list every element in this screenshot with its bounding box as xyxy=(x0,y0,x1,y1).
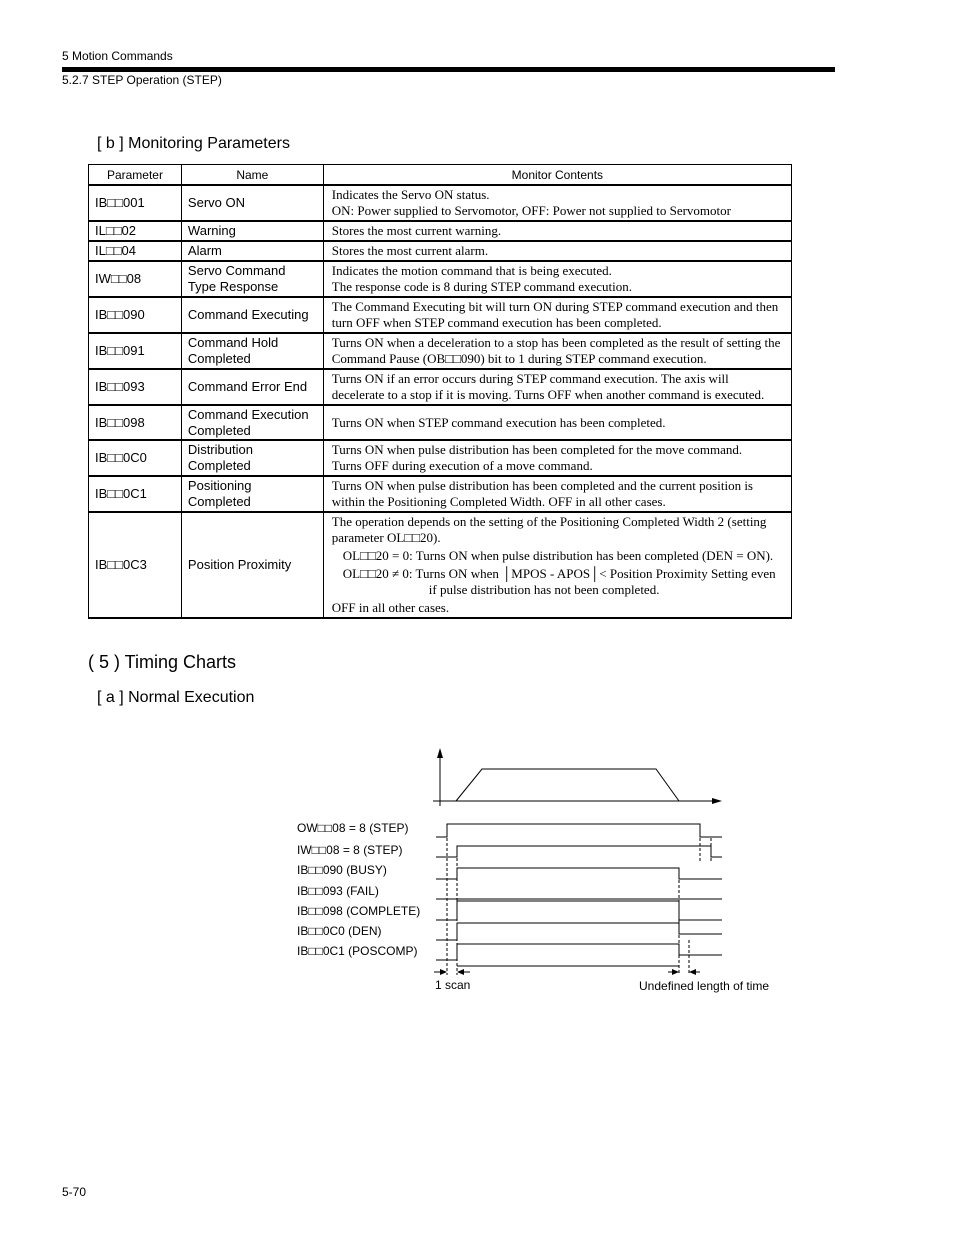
signal-label-iw08: IW□□08 = 8 (STEP) xyxy=(297,843,403,857)
parameter-cell: IB□□093 xyxy=(89,369,182,405)
monitoring-heading: [ b ] Monitoring Parameters xyxy=(97,135,290,152)
name-line: Alarm xyxy=(187,243,222,258)
signal-ow08-waveform xyxy=(436,824,722,837)
undefined-arrow-left-head xyxy=(672,969,679,975)
speed-axis-y-arrow xyxy=(437,748,443,758)
contents-line: within the Positioning Completed Width. OFF in all other cases. xyxy=(331,494,666,509)
column-header-parameter: Parameter xyxy=(89,165,182,186)
name-line: Completed xyxy=(187,458,251,473)
contents-line: if pulse distribution has not been completed. xyxy=(428,582,660,597)
name-line: Warning xyxy=(187,223,236,238)
name-line: Command Executing xyxy=(187,307,309,322)
name-line: Type Response xyxy=(187,279,279,294)
contents-line: Turns OFF during execution of a move command. xyxy=(331,458,593,473)
parameter-cell: IW□□08 xyxy=(89,261,182,297)
contents-line: Indicates the Servo ON status. xyxy=(331,187,490,202)
contents-line: OFF in all other cases. xyxy=(331,600,450,615)
contents-line: Stores the most current warning. xyxy=(331,223,502,238)
contents-line: parameter OL□□20). xyxy=(331,530,441,545)
scan-arrow-left-head xyxy=(440,969,447,975)
signal-label-poscomp: IB□□0C1 (POSCOMP) xyxy=(297,944,418,958)
timing-charts-heading: ( 5 ) Timing Charts xyxy=(88,652,237,672)
contents-line: The response code is 8 during STEP command execution. xyxy=(331,279,633,294)
column-header-name: Name xyxy=(181,165,323,186)
name-line: Command Hold xyxy=(187,335,279,350)
contents-line: Turns ON when pulse distribution has been completed for the move command. xyxy=(331,442,743,457)
contents-line: Stores the most current alarm. xyxy=(331,243,489,258)
parameter-cell: IL□□04 xyxy=(89,241,182,261)
parameter-cell: IB□□0C0 xyxy=(89,440,182,476)
contents-line: ON: Power supplied to Servomotor, OFF: Power not supplied to Servomotor xyxy=(331,203,731,218)
contents-line: decelerate to a stop if it is moving. Turns OFF when another command is executed. xyxy=(331,387,765,402)
contents-line: Indicates the motion command that is being executed. xyxy=(331,263,612,278)
contents-line: Turns ON when pulse distribution has been completed and the current position is xyxy=(331,478,753,493)
chapter-header: 5 Motion Commands xyxy=(62,49,173,63)
name-line: Command Execution xyxy=(187,406,309,422)
name-line: Completed xyxy=(187,351,251,366)
name-line: Servo ON xyxy=(187,195,245,210)
parameter-cell: IL□□02 xyxy=(89,221,182,241)
parameter-cell: IB□□001 xyxy=(89,185,182,221)
name-line: Completed xyxy=(187,494,251,509)
scan-arrow-right-head xyxy=(457,969,464,975)
signal-label-ow08: OW□□08 = 8 (STEP) xyxy=(297,821,409,835)
contents-line: Turns ON if an error occurs during STEP command execution. The axis will xyxy=(331,371,729,386)
contents-line: The operation depends on the setting of the Positioning Completed Width 2 (setting xyxy=(331,514,767,529)
parameter-cell: IB□□0C3 xyxy=(89,512,182,618)
contents-line: OL□□20 ≠ 0: Turns ON when │MPOS - APOS│< Position Proximity Setting even xyxy=(342,566,776,581)
name-line: Servo Command xyxy=(187,263,286,278)
contents-line: turn OFF when STEP command execution has been completed. xyxy=(331,315,662,330)
signal-label-den: IB□□0C0 (DEN) xyxy=(297,924,382,938)
parameter-cell: IB□□098 xyxy=(89,405,182,440)
parameter-cell: IB□□0C1 xyxy=(89,476,182,512)
name-line: Command Error End xyxy=(187,379,308,394)
signal-label-fail: IB□□093 (FAIL) xyxy=(297,884,379,898)
name-line: Distribution xyxy=(187,442,253,457)
undefined-arrow-right-head xyxy=(689,969,696,975)
speed-profile xyxy=(456,769,679,801)
speed-axis-x-arrow xyxy=(712,798,722,804)
normal-execution-heading: [ a ] Normal Execution xyxy=(97,689,255,706)
contents-line: Turns ON when a deceleration to a stop has been completed as the result of setting the xyxy=(331,335,781,350)
column-header-contents: Monitor Contents xyxy=(323,165,791,186)
scan-caption: 1 scan xyxy=(435,978,471,992)
contents-line: Command Pause (OB□□090) bit to 1 during STEP command execution. xyxy=(331,351,707,366)
signal-iw08-waveform xyxy=(436,846,722,857)
signal-label-busy: IB□□090 (BUSY) xyxy=(297,863,387,877)
undefined-time-caption: Undefined length of time xyxy=(639,979,770,993)
signal-label-complete: IB□□098 (COMPLETE) xyxy=(297,904,421,918)
name-line: Position Proximity xyxy=(187,557,292,572)
contents-line: OL□□20 = 0: Turns ON when pulse distribution has been completed (DEN = ON). xyxy=(342,548,774,563)
section-header: 5.2.7 STEP Operation (STEP) xyxy=(62,73,222,87)
page-number: 5-70 xyxy=(62,1185,87,1199)
parameter-cell: IB□□090 xyxy=(89,297,182,333)
name-line: Completed xyxy=(187,422,251,438)
name-line: Positioning xyxy=(187,478,252,493)
contents-line: Turns ON when STEP command execution has been completed. xyxy=(331,414,666,430)
signal-busy-waveform xyxy=(436,868,722,879)
parameter-cell: IB□□091 xyxy=(89,333,182,369)
contents-line: The Command Executing bit will turn ON during STEP command execution and then xyxy=(331,299,779,314)
